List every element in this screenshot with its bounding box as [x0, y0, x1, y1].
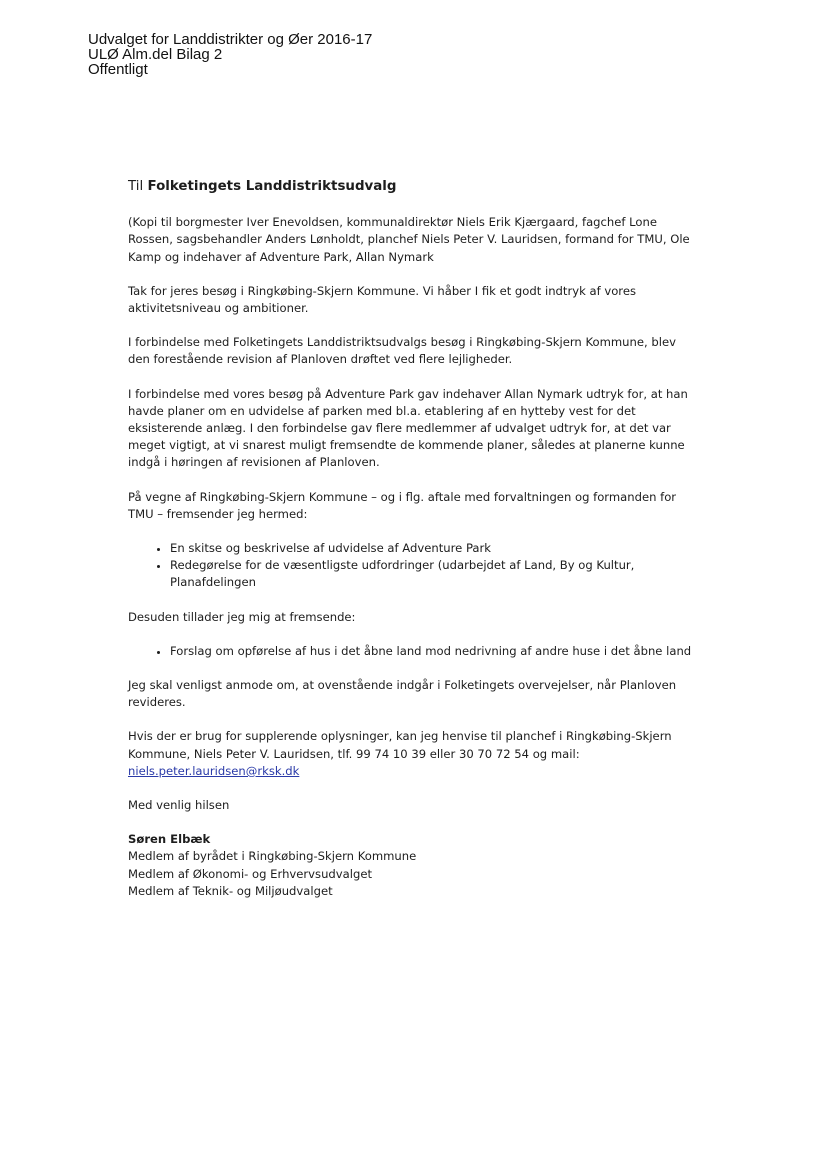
- paragraph-contact: [128, 728, 698, 780]
- recipient-name: Folketingets Landdistriktsudvalg: [147, 179, 397, 194]
- paragraph-additional-intro: Desuden tillader jeg mig at fremsende:: [128, 609, 356, 624]
- paragraph-context: I forbindelse med Folketingets Landdistriktsudvalgs besøg i Ringkøbing-Skjern Kommune, blev den forestående revision af Planloven drøftet ved flere lejligheder.: [128, 335, 676, 367]
- signer-role: Medlem af Teknik- og Miljøudvalget: [128, 883, 333, 898]
- letter-body: [128, 178, 698, 900]
- list-item: • En skitse og beskrivelse af udvidelse af Adventure Park: [170, 540, 698, 557]
- stamp-reference-line: ULØ Alm.del Bilag 2: [88, 46, 223, 63]
- signer-role: Medlem af byrådet i Ringkøbing-Skjern Kommune: [128, 849, 417, 864]
- signer-role: Medlem af Økonomi- og Erhvervsudvalget: [128, 866, 373, 881]
- paragraph-thanks: Tak for jeres besøg i Ringkøbing-Skjern Kommune. Vi håber I fik et godt indtryk af vores aktivitetsniveau og ambitioner.: [128, 283, 636, 316]
- list-item: • Forslag om opførelse af hus i det åbne land mod nedrivning af andre huse i det åbne land: [170, 643, 698, 660]
- paragraph-enclosures-intro: På vegne af Ringkøbing-Skjern Kommune – og i flg. aftale med forvaltningen og formanden for TMU – fremsender jeg hermed:: [128, 489, 677, 521]
- stamp-committee-line: Udvalget for Landdistrikter og Øer 2016-17: [88, 31, 373, 48]
- closing: Med venlig hilsen: [128, 798, 230, 813]
- document-stamp: [88, 32, 372, 77]
- salutation: [128, 178, 698, 195]
- list-item: • Redegørelse for de væsentligste udfordringer (udarbejdet af Land, By og Kultur, Planafdelingen: [170, 557, 698, 591]
- enclosure-list: [128, 540, 698, 592]
- stamp-public-line: Offentligt: [88, 61, 148, 78]
- paragraph-adventure-park: I forbindelse med vores besøg på Adventure Park gav indehaver Allan Nymark udtryk for, at han havde planer om en udvidelse af parken med bl.a. etablering af en hytteby vest for det eksisterende anlæg. I den forbindelse gav flere medlemmer af udvalget udtryk for, at det var meget vigtigt, at vi snarest muligt fremsendte de kommende planer, således at planerne kunne indgå i høringen af revisionen af Planloven.: [128, 386, 688, 470]
- signer-name: Søren Elbæk: [128, 832, 211, 847]
- copy-recipients: (Kopi til borgmester Iver Enevoldsen, kommunaldirektør Niels Erik Kjærgaard, fagchef Lone Rossen, sagsbehandler Anders Lønholdt, planchef Niels Peter V. Lauridsen, formand for TMU, Ole Kamp og indehaver af Adventure Park, Allan Nymark: [128, 215, 690, 264]
- contact-text: Hvis der er brug for supplerende oplysninger, kan jeg henvise til planchef i Ringkøbing-Skjern Kommune, Niels Peter V. Lauridsen, tlf. 99 74 10 39 eller 30 70 72 54 og mail:: [128, 729, 672, 761]
- salutation-prefix: Til: [128, 179, 148, 194]
- email-link[interactable]: niels.peter.lauridsen@rksk.dk: [128, 763, 300, 778]
- additional-list: [128, 643, 698, 660]
- paragraph-request: Jeg skal venligst anmode om, at ovenstående indgår i Folketingets overvejelser, når Planloven revideres.: [128, 678, 677, 710]
- signature-block: [128, 831, 698, 900]
